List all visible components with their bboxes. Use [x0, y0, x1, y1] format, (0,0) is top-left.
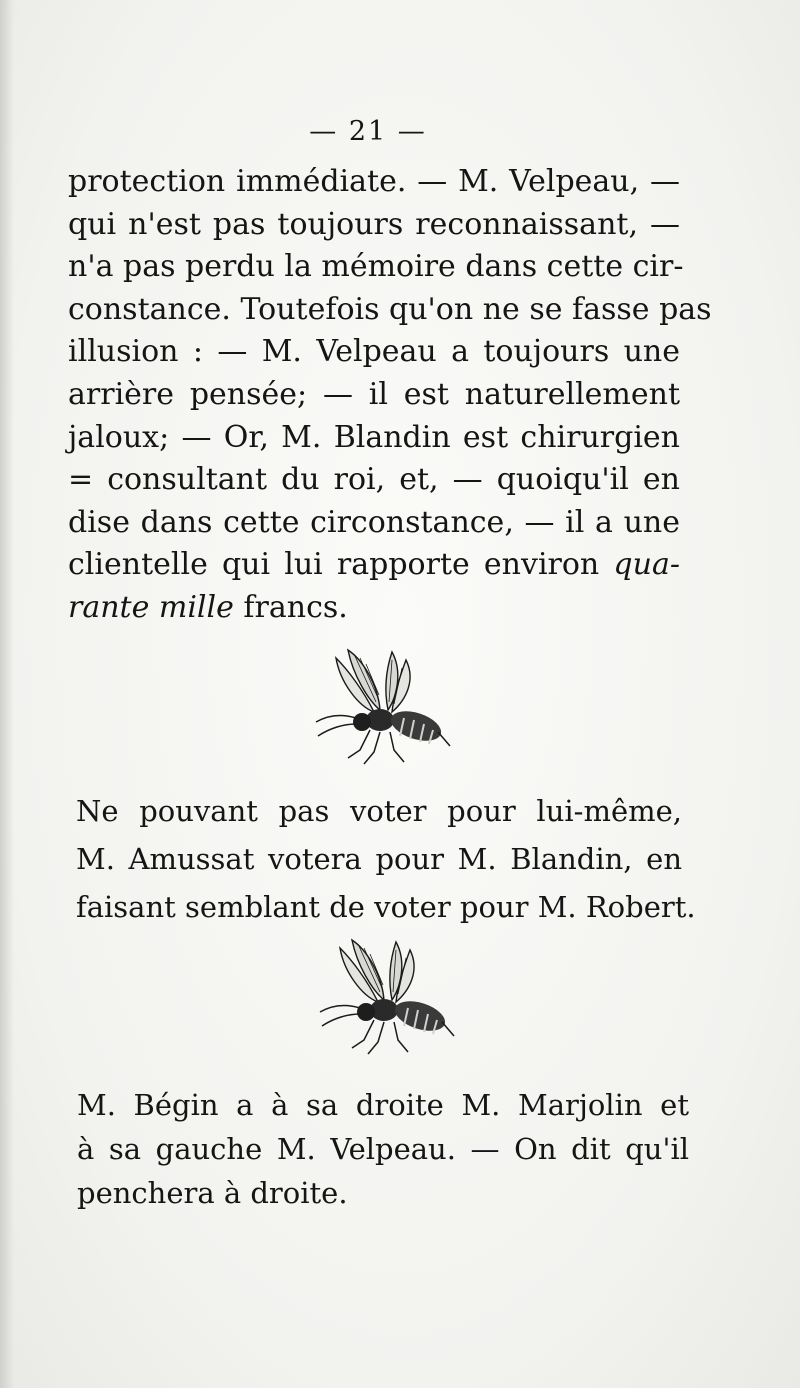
- italic-fragment: rante mille: [68, 589, 234, 625]
- text-line: illusion : — M. Velpeau a toujours une: [68, 334, 680, 370]
- text-line: qui n'est pas toujours reconnaissant, —: [68, 206, 680, 242]
- text-line: M. Bégin a à sa droite M. Marjolin et: [77, 1088, 689, 1122]
- text-line: n'a pas perdu la mémoire dans cette cir-: [68, 249, 684, 285]
- text-line: = consultant du roi, et, — quoiqu'il en: [68, 462, 680, 498]
- text-line: dise dans cette circonstance, — il a une: [68, 504, 680, 540]
- italic-fragment: qua-: [613, 547, 680, 583]
- text-fragment: francs.: [233, 589, 348, 625]
- text-line: protection immédiate. — M. Velpeau, —: [68, 164, 680, 199]
- text-line: jaloux; — Or, M. Blandin est chirurgien: [68, 419, 680, 455]
- text-line: constance. Toutefois qu'on ne se fasse pas: [68, 291, 712, 327]
- text-line: faisant semblant de voter pour M. Robert.: [76, 890, 696, 924]
- text-line: à sa gauche M. Velpeau. — On dit qu'il: [77, 1132, 689, 1166]
- paragraph-3: [77, 1083, 689, 1215]
- text-line-with-italic: [68, 587, 680, 630]
- bee-icon: [312, 930, 462, 1060]
- page-number: — 21 —: [309, 116, 427, 147]
- paragraph-1: [68, 161, 712, 630]
- paragraph-2: [76, 787, 696, 931]
- text-line: M. Amussat votera pour M. Blandin, en: [76, 842, 682, 876]
- text-line: arrière pensée; — il est naturellement: [68, 376, 680, 412]
- bee-icon: [308, 640, 458, 770]
- text-line-with-italic: [68, 544, 680, 587]
- page-edge-shadow: [0, 0, 14, 1388]
- text-line: Ne pouvant pas voter pour lui-même,: [76, 794, 682, 828]
- text-line: penchera à droite.: [77, 1176, 348, 1210]
- text-fragment: clientelle qui lui rapporte environ: [68, 547, 600, 583]
